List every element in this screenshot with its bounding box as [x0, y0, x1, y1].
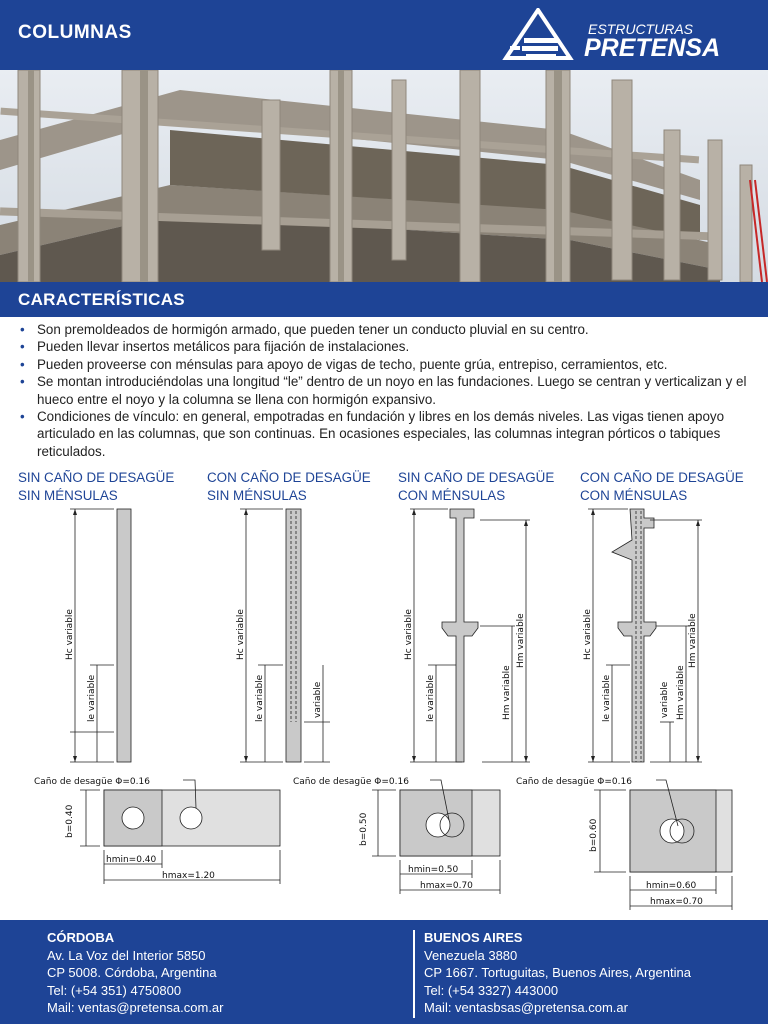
cano-label: Caño de desagüe Φ=0.16: [516, 777, 632, 787]
le-label: le variable: [602, 674, 612, 722]
b-label: b=0.40: [65, 804, 75, 838]
hmax-label: hmax=0.70: [650, 897, 703, 907]
cano-label: Caño de desagüe Φ=0.16: [34, 777, 150, 787]
hm-label: Hm variable: [502, 665, 512, 720]
columns-diagram: [0, 500, 768, 920]
hmin-label: hmin=0.50: [408, 865, 459, 875]
svg-text:PRETENSA: PRETENSA: [584, 34, 721, 62]
hc-label: Hc variable: [583, 609, 593, 660]
footer-divider: [413, 930, 415, 1018]
footer-buenos-aires: [424, 929, 691, 1017]
footer-mail[interactable]: Mail: ventasbsas@pretensa.com.ar: [424, 1000, 628, 1015]
b-label: b=0.60: [589, 818, 599, 852]
list-item: • Se montan introduciéndolas una longitud “le” dentro de un noyo en las fundaciones. Luego se centran y verticalizan y el hueco entre el noyo y la columna se llena con hormigón expansivo.: [20, 373, 755, 408]
footer-phone: Tel: (+54 3327) 443000: [424, 982, 559, 998]
variable-label: variable: [313, 681, 323, 718]
footer-phone: Tel: (+54 351) 4750800: [47, 982, 182, 998]
list-item: • Pueden proveerse con ménsulas para apoyo de vigas de techo, puente grúa, entrepiso, cerramientos, etc.: [20, 356, 755, 373]
column-type-title: SIN CAÑO DE DESAGÜE CON MÉNSULAS: [398, 470, 555, 503]
hmin-label: hmin=0.40: [106, 855, 157, 865]
footer-postal: CP 1667. Tortuguitas, Buenos Aires, Argentina: [424, 965, 691, 980]
svg-text:ESTRUCTURAS: ESTRUCTURAS: [588, 21, 694, 37]
footer-address: Av. La Voz del Interior 5850: [47, 947, 206, 963]
b-label: b=0.50: [359, 812, 369, 846]
list-item: • Pueden llevar insertos metálicos para fijación de instalaciones.: [20, 338, 755, 355]
hmax-label: hmax=0.70: [420, 881, 473, 891]
column-type-title: CON CAÑO DE DESAGÜE SIN MÉNSULAS: [207, 470, 371, 503]
footer-bar: [0, 920, 768, 1024]
page-title: COLUMNAS: [18, 22, 132, 43]
cano-label: Caño de desagüe Φ=0.16: [293, 777, 409, 787]
hm-label: Hm variable: [516, 613, 526, 668]
footer-postal: CP 5008. Córdoba, Argentina: [47, 965, 217, 980]
hmin-label: hmin=0.60: [646, 881, 697, 891]
hc-label: Hc variable: [65, 609, 75, 660]
footer-mail[interactable]: Mail: ventas@pretensa.com.ar: [47, 1000, 224, 1015]
footer-address: Venezuela 3880: [424, 947, 518, 963]
column-type-title: CON CAÑO DE DESAGÜE CON MÉNSULAS: [580, 470, 744, 503]
footer-city: BUENOS AIRES: [424, 930, 523, 945]
hm-label: Hm variable: [676, 665, 686, 720]
hc-label: Hc variable: [404, 609, 414, 660]
pretensa-logo: [500, 8, 750, 62]
le-label: le variable: [87, 674, 97, 722]
header-bar: [0, 0, 768, 70]
list-item: • Son premoldeados de hormigón armado, que pueden tener un conducto pluvial en su centro.: [20, 321, 755, 338]
le-label: le variable: [255, 674, 265, 722]
hero-photo: [0, 70, 768, 282]
section-title: CARACTERÍSTICAS: [18, 290, 185, 309]
features-list: [20, 321, 755, 460]
hc-label: Hc variable: [236, 609, 246, 660]
footer-city: CÓRDOBA: [47, 930, 115, 945]
section-bar: [0, 282, 768, 317]
variable-label: variable: [660, 681, 670, 718]
list-item: • Condiciones de vínculo: en general, empotradas en fundación y libres en los demás niveles. Las vigas tienen apoyo articulado en las columnas, que son continuas. En ocasiones especiales, las columnas integran pórticos o tabiques reticulados.: [20, 408, 755, 460]
hm-label: Hm variable: [688, 613, 698, 668]
footer-cordoba: [47, 929, 224, 1017]
hmax-label: hmax=1.20: [162, 871, 215, 881]
le-label: le variable: [426, 674, 436, 722]
column-type-title: SIN CAÑO DE DESAGÜE SIN MÉNSULAS: [18, 470, 175, 503]
